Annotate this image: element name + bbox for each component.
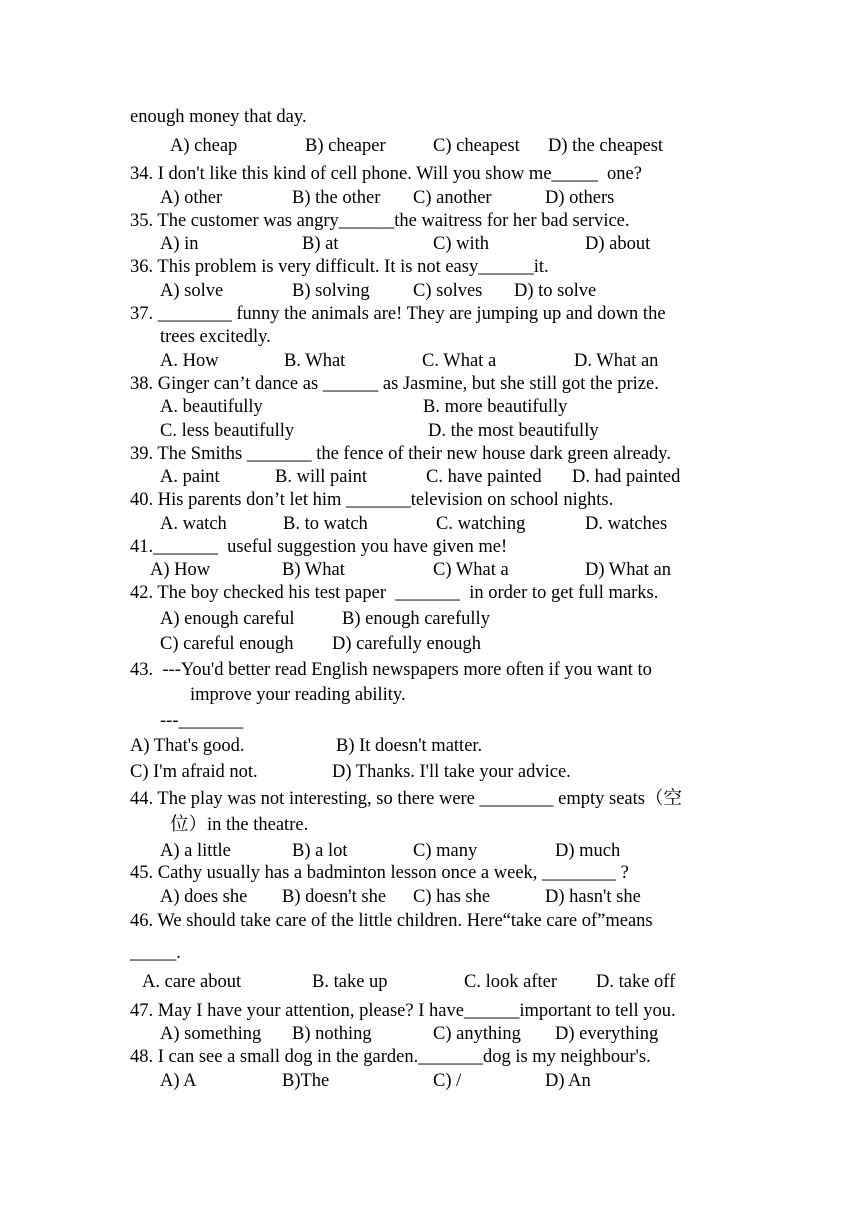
answer-option: C) solves xyxy=(413,281,483,301)
answer-option: C) careful enough xyxy=(160,634,294,654)
question-text: ---_______ xyxy=(160,711,244,731)
question-text: 44. The play was not interesting, so there were ________ empty seats（空 xyxy=(130,789,682,809)
answer-option: A. care about xyxy=(142,972,242,992)
answer-option: B. more beautifully xyxy=(423,397,568,417)
answer-option: D) the cheapest xyxy=(548,136,664,156)
answer-option: D. the most beautifully xyxy=(428,421,599,441)
answer-option: A) A xyxy=(160,1071,197,1091)
answer-option: D) to solve xyxy=(514,281,597,301)
answer-option: A. watch xyxy=(160,514,227,534)
answer-option: B) nothing xyxy=(292,1024,372,1044)
answer-option: C. have painted xyxy=(426,467,542,487)
question-text: 34. I don't like this kind of cell phone. Will you show me_____ one? xyxy=(130,164,642,184)
question-text: 45. Cathy usually has a badminton lesson once a week, ________ ? xyxy=(130,863,629,883)
answer-option: B) a lot xyxy=(292,841,348,861)
answer-option: A) something xyxy=(160,1024,262,1044)
answer-option: C. less beautifully xyxy=(160,421,295,441)
answer-option: D. had painted xyxy=(572,467,681,487)
answer-option: A. How xyxy=(160,351,219,371)
answer-option: C) / xyxy=(433,1071,462,1091)
question-text: 41._______ useful suggestion you have given me! xyxy=(130,537,508,557)
answer-option: A) a little xyxy=(160,841,231,861)
answer-option: B) at xyxy=(302,234,339,254)
question-text: improve your reading ability. xyxy=(190,685,406,705)
answer-option: D) about xyxy=(585,234,651,254)
answer-option: B)The xyxy=(282,1071,330,1091)
answer-option: C) cheapest xyxy=(433,136,520,156)
answer-option: A) other xyxy=(160,188,223,208)
answer-option: C. look after xyxy=(464,972,557,992)
answer-option: B. What xyxy=(284,351,346,371)
answer-option: B) It doesn't matter. xyxy=(336,736,483,756)
answer-option: B) What xyxy=(282,560,345,580)
question-text: 36. This problem is very difficult. It is not easy______it. xyxy=(130,257,549,277)
answer-option: C) What a xyxy=(433,560,509,580)
answer-option: B) the other xyxy=(292,188,381,208)
answer-option: A) enough careful xyxy=(160,609,295,629)
answer-option: B) cheaper xyxy=(305,136,386,156)
answer-option: D) others xyxy=(545,188,615,208)
answer-option: D) Thanks. I'll take your advice. xyxy=(332,762,571,782)
answer-option: A) does she xyxy=(160,887,248,907)
answer-option: B) doesn't she xyxy=(282,887,387,907)
answer-option: C) with xyxy=(433,234,490,254)
answer-option: D. watches xyxy=(585,514,668,534)
question-text: 42. The boy checked his test paper _______ in order to get full marks. xyxy=(130,583,659,603)
answer-option: A) How xyxy=(150,560,211,580)
answer-option: D) hasn't she xyxy=(545,887,641,907)
answer-option: D. What an xyxy=(574,351,659,371)
answer-option: D) What an xyxy=(585,560,671,580)
answer-option: B) enough carefully xyxy=(342,609,490,629)
answer-option: C) anything xyxy=(433,1024,521,1044)
answer-option: D) An xyxy=(545,1071,591,1091)
answer-option: C. What a xyxy=(422,351,497,371)
answer-option: C) has she xyxy=(413,887,491,907)
answer-option: C) another xyxy=(413,188,492,208)
question-text: 48. I can see a small dog in the garden._______dog is my neighbour's. xyxy=(130,1047,651,1067)
question-text: 40. His parents don’t let him _______television on school nights. xyxy=(130,490,614,510)
question-text: 39. The Smiths _______ the fence of their new house dark green already. xyxy=(130,444,671,464)
answer-option: A) in xyxy=(160,234,199,254)
answer-option: D) everything xyxy=(555,1024,659,1044)
question-text: 35. The customer was angry______the waitress for her bad service. xyxy=(130,211,630,231)
answer-option: D. take off xyxy=(596,972,676,992)
question-text: 43. ---You'd better read English newspapers more often if you want to xyxy=(130,660,652,680)
question-text: 38. Ginger can’t dance as ______ as Jasmine, but she still got the prize. xyxy=(130,374,659,394)
answer-option: A. paint xyxy=(160,467,220,487)
question-text: 37. ________ funny the animals are! They are jumping up and down the xyxy=(130,304,666,324)
answer-option: C) many xyxy=(413,841,478,861)
question-text: enough money that day. xyxy=(130,107,307,127)
answer-option: A. beautifully xyxy=(160,397,263,417)
answer-option: B. take up xyxy=(312,972,388,992)
question-text: 47. May I have your attention, please? I have______important to tell you. xyxy=(130,1001,676,1021)
answer-option: A) cheap xyxy=(170,136,238,156)
answer-option: D) much xyxy=(555,841,621,861)
answer-option: B. will paint xyxy=(275,467,367,487)
answer-option: B. to watch xyxy=(283,514,368,534)
question-text: _____. xyxy=(130,943,181,963)
answer-option: C) I'm afraid not. xyxy=(130,762,258,782)
answer-option: A) That's good. xyxy=(130,736,245,756)
answer-option: D) carefully enough xyxy=(332,634,481,654)
question-text: 位）in the theatre. xyxy=(170,815,309,835)
answer-option: B) solving xyxy=(292,281,370,301)
answer-option: C. watching xyxy=(436,514,526,534)
question-text: trees excitedly. xyxy=(160,327,271,347)
answer-option: A) solve xyxy=(160,281,224,301)
question-text: 46. We should take care of the little children. Here“take care of”means xyxy=(130,911,653,931)
